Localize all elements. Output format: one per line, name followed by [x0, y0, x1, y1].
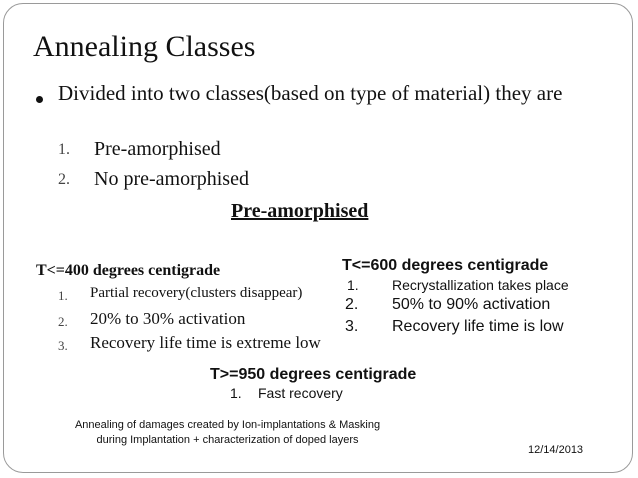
section-heading: Pre-amorphised: [231, 200, 369, 222]
left-item-1: [58, 285, 303, 305]
right-item-text: 50% to 90% activation: [392, 296, 551, 313]
right-item-text: Recovery life time is low: [392, 318, 564, 335]
bottom-item-text: Fast recovery: [258, 385, 343, 401]
slide-title: Annealing Classes: [33, 30, 256, 63]
class-item-label: No pre-amorphised: [94, 168, 249, 190]
left-item-number: 3.: [58, 338, 68, 353]
class-item-1: [58, 138, 221, 160]
left-item-text: Partial recovery(clusters disappear): [90, 285, 303, 301]
class-item-label: Pre-amorphised: [94, 138, 221, 160]
slide-frame: [3, 3, 633, 473]
slide-footer: Annealing of damages created by Ion-implantations & Masking during Implantation + characterization of doped layers: [74, 419, 381, 446]
left-item-number: 1.: [58, 288, 68, 303]
class-item-2: [58, 168, 249, 190]
left-item-text: 20% to 30% activation: [90, 309, 246, 328]
right-item-number: 3.: [345, 318, 359, 335]
bullet-dot-icon: [36, 96, 43, 103]
right-item-text: Recrystallization takes place: [392, 277, 569, 293]
right-item-3: [345, 318, 564, 336]
left-item-2: [58, 309, 246, 331]
right-item-2: [345, 296, 551, 314]
main-bullet-text: Divided into two classes(based on type of material) they are: [58, 81, 563, 105]
slide-date: 12/14/2013: [528, 444, 584, 456]
right-item-number: 1.: [347, 277, 359, 293]
left-temp-heading: T<=400 degrees centigrade: [36, 262, 221, 279]
bottom-item-1: [230, 385, 343, 403]
left-item-number: 2.: [58, 314, 68, 329]
right-temp-heading: T<=600 degrees centigrade: [342, 257, 549, 274]
right-item-1: [347, 277, 569, 295]
right-item-number: 2.: [345, 296, 359, 313]
bottom-item-number: 1.: [230, 385, 242, 401]
left-item-text: Recovery life time is extreme low: [90, 333, 321, 352]
left-item-3: [58, 333, 321, 355]
class-item-number: 2.: [58, 171, 70, 188]
class-item-number: 1.: [58, 141, 70, 158]
bottom-temp-heading: T>=950 degrees centigrade: [210, 366, 417, 383]
